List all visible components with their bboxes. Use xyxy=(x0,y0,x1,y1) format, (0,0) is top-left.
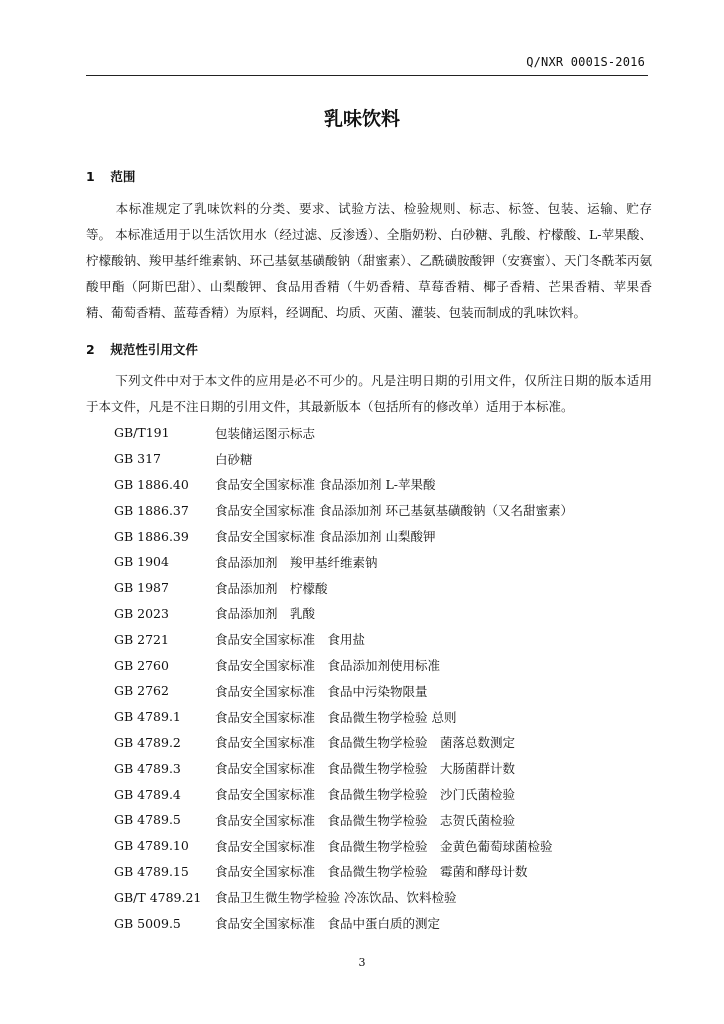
reference-title: 食品安全国家标准 食品微生物学检验 霉菌和酵母计数 xyxy=(215,864,528,880)
reference-code: GB 2721 xyxy=(114,631,169,647)
reference-code: GB 1886.40 xyxy=(114,476,189,492)
reference-item xyxy=(86,910,652,936)
reference-code: GB 4789.2 xyxy=(114,734,181,750)
paragraph-text: 下列文件中对于本文件的应用是必不可少的。凡是注明日期的引用文件，仅所注日期的版本适用于本文件，凡是不注日期的引用文件，其最新版本（包括所有的修改单）适用于本标准。 xyxy=(86,373,652,414)
reference-title: 食品添加剂 乳酸 xyxy=(215,606,316,622)
reference-code: GB 4789.10 xyxy=(114,838,189,854)
reference-item xyxy=(86,523,652,549)
reference-title: 食品安全国家标准 食品微生物学检验 沙门氏菌检验 xyxy=(215,787,516,803)
standard-number: Q/NXR 0001S-2016 xyxy=(526,55,645,69)
reference-title: 食品安全国家标准 食品微生物学检验 总则 xyxy=(215,709,457,725)
reference-item xyxy=(86,781,652,807)
reference-code: GB 1987 xyxy=(114,580,169,596)
reference-title: 食品安全国家标准 食品添加剂 环己基氨基磺酸钠（又名甜蜜素） xyxy=(215,503,573,519)
reference-code: GB 317 xyxy=(114,451,162,467)
reference-item xyxy=(86,859,652,885)
reference-title: 食品安全国家标准 食品添加剂 山梨酸钾 xyxy=(215,529,436,545)
reference-code: GB 4789.4 xyxy=(114,786,181,802)
reference-title: 白砂糖 xyxy=(215,451,253,467)
reference-list xyxy=(86,420,652,936)
section-1-paragraph-2 xyxy=(86,222,652,326)
reference-item xyxy=(86,652,652,678)
document-title: 乳味饮料 xyxy=(323,108,400,130)
reference-code: GB/T191 xyxy=(114,425,170,441)
reference-item xyxy=(86,730,652,756)
reference-title: 食品安全国家标准 食品中污染物限量 xyxy=(215,683,428,699)
reference-code: GB 1886.37 xyxy=(114,502,189,518)
reference-item xyxy=(86,575,652,601)
reference-item xyxy=(86,549,652,575)
section-1-heading xyxy=(86,167,135,185)
reference-item xyxy=(86,497,652,523)
reference-title: 食品安全国家标准 食品添加剂使用标准 xyxy=(215,658,441,674)
reference-title: 食品卫生微生物学检验 冷冻饮品、饮料检验 xyxy=(215,890,457,906)
reference-code: GB 4789.5 xyxy=(114,812,181,828)
reference-item xyxy=(86,884,652,910)
section-2-heading xyxy=(86,340,198,358)
reference-title: 包装储运图示标志 xyxy=(215,425,316,441)
reference-title: 食品安全国家标准 食品微生物学检验 大肠菌群计数 xyxy=(215,761,516,777)
reference-code: GB 2023 xyxy=(114,605,169,621)
reference-item xyxy=(86,678,652,704)
reference-title: 食品安全国家标准 食品微生物学检验 金黄色葡萄球菌检验 xyxy=(215,838,553,854)
paragraph-text: 本标准规定了乳味饮料的分类、要求、试验方法、检验规则、标志、标签、包装、运输、贮存等。 xyxy=(86,201,652,242)
reference-item xyxy=(86,446,652,472)
reference-title: 食品添加剂 羧甲基纤维素钠 xyxy=(215,554,378,570)
reference-item xyxy=(86,833,652,859)
reference-item xyxy=(86,420,652,446)
page-number: 3 xyxy=(358,956,366,969)
reference-item xyxy=(86,601,652,627)
paragraph-text: 本标准适用于以生活饮用水（经过滤、反渗透）、全脂奶粉、白砂糖、乳酸、柠檬酸、L-苹果酸、柠檬酸钠、羧甲基纤维素钠、环己基氨基磺酸钠（甜蜜素）、乙酰磺胺酸钾（安赛蜜）、天门冬酰苯丙氨酸甲酯（阿斯巴甜）、山梨酸钾、食品用香精（牛奶香精、草莓香精、椰子香精、芒果香精、苹果香精、葡萄香精、蓝莓香精）为原料，经调配、均质、灭菌、灌装、包装而制成的乳味饮料。 xyxy=(86,227,652,320)
reference-title: 食品安全国家标准 食品微生物学检验 志贺氏菌检验 xyxy=(215,812,516,828)
section-2-title: 规范性引用文件 xyxy=(110,342,198,357)
reference-title: 食品添加剂 柠檬酸 xyxy=(215,580,328,596)
reference-item xyxy=(86,704,652,730)
section-2-paragraph-1 xyxy=(86,368,652,420)
reference-code: GB/T 4789.21 xyxy=(114,889,202,905)
reference-code: GB 5009.5 xyxy=(114,915,181,931)
reference-item xyxy=(86,755,652,781)
reference-title: 食品安全国家标准 食用盐 xyxy=(215,632,366,648)
reference-code: GB 2762 xyxy=(114,683,169,699)
reference-title: 食品安全国家标准 食品中蛋白质的测定 xyxy=(215,916,441,932)
section-1-number: 1 xyxy=(86,169,95,184)
reference-code: GB 4789.3 xyxy=(114,760,181,776)
reference-code: GB 1886.39 xyxy=(114,528,189,544)
reference-item xyxy=(86,472,652,498)
reference-code: GB 1904 xyxy=(114,554,169,570)
reference-code: GB 2760 xyxy=(114,657,169,673)
reference-item xyxy=(86,626,652,652)
reference-item xyxy=(86,807,652,833)
reference-code: GB 4789.1 xyxy=(114,709,181,725)
reference-code: GB 4789.15 xyxy=(114,863,189,879)
reference-title: 食品安全国家标准 食品添加剂 L-苹果酸 xyxy=(215,477,436,493)
reference-title: 食品安全国家标准 食品微生物学检验 菌落总数测定 xyxy=(215,735,516,751)
header-divider xyxy=(86,75,648,76)
section-2-number: 2 xyxy=(86,342,95,357)
section-1-title: 范围 xyxy=(110,169,136,184)
